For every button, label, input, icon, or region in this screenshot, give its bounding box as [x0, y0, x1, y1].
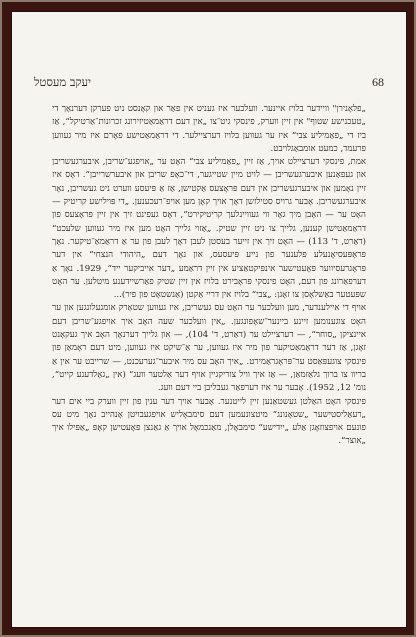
paragraph: „פלאָנירן" וויידער בלויז איינער. וועלכער איז געניט אין פאַר און קאָנסט ניט פערקן דערנאָך די „טעכנישע שטוף" אין זיין ווערק, פינסקי גיט־צו „אין דעם דראַמאַטיזירונג זכרונות־אַרטיקל“, אַז ביז די „פאַמיליע צבי“ איז ער געווען בלויז דערציילער. די דראַמאַטישע פאָרם איז מיר געווען פרעמד, כמעט אומבאַגלויבט.	[52, 104, 366, 154]
book-page	[11, 11, 407, 628]
page-header	[34, 75, 384, 91]
paragraph: פינסקי האָט האַלטן געשטאַנען זיין לייטנער. אָבער אויך דער ענין פון זיין ווערק ביי אים דער „רעאַליסטישער „שטאָנונג“ מיטצונעמען דעם סימבאָליש אויפגעבויטן אָנהייב נאָך מיט עס פונעם אויפצוזאָגן אַלע „ייִדישע“ סימבאָלן, מאַנכמאָל אויך אַ גאַנצן פּאָעטישן קאָפּ „אַפּילו איך „אוצר“.	[52, 396, 366, 447]
paragraph: אמת, פינסקי דערציילט אויך, אַז זיין „פאַמיליע צבי“ האָט ער „אויפגע־שריבן, איבערגעשריבן און געפאַנען איבערגעשריבן — לויט מיין שטייגער, די־כאָפ שריבן און איבערשרייבן“. דאָס איז זיין נאָמען און איבערגעשריבן אין דעם פּראָצעס אַקטישן, אַז אַ פּיעסע ווערט ניט געשריבן, נאָר איבערגעשריבן. אָבער גרויס סטילזשן דאָך אויך קאָן מען אויפ־רעכענען. „די פּוילישע קריטיק — האָט ער — האָבן מיך גאָר ווי געוויינלעך קריטיקירט“, דאָס געפינט זיך אין זיין פּראָצעס פון דראַמאַטישן קענען, גלייך צו ניט זיין שטיק. „אַזוי גלייך האָט מען איז מיר געווען שלעכט“ (דאַרט, ד' 113) — האָט זיך אין זייער בעסטן לעבן דאָך לעבן פון ער אַ דראַמאַ־טיקער. נאָך פּראָפּעסיאָנעלע פּלענער פון נייע פּיעסעס, און נאָך דעם „היהודי הנצחי“ אין דער פּראָגרעסיווער פּאָעטישער אינפּיקטאַציע אין זיין דראַמע „דער אייביקער ייד“, 1929. נאָך אַ דערפאַרונג פון דעם, האָט פינסקי פּראָבירט בלויז אין זיין שטיק פאַרשיידענע מיטלען. ער האָט שפּעטער באַשלאָסן צו זאָגן: „צבי“ בלויז אין דריי אַקטן (אַנשטאָט פון פיר)...	[52, 157, 366, 301]
running-head: יעקב מעסטל	[34, 75, 92, 89]
paragraph: אויף די איילענדער, מען וועלכער ער האָט עס געשריבן, איז געווען שטאַרק אומגעלונגען און ער האָט צוגענומען זיינע ביינער־שאָפונגען. „אין וועלכער שעה האָב איך אויפגע־שריבן דעם איינציקן „סוחר“, — דערציילט ער (דאַרט, ד' 104), — און גלייך דערנאָך האָב איך געקאָנט זאָגן, אַז דער דראַמאַטיקער פון מיר איז געווען, ער אַ־שיקט איז געווען, מיט דעם ראָמאַן פון פינסקי צוגעפּאַסט ער־פּראָגראַמירט. „איך האָב עס מיר איבער־גערעכנט, — שרייבט ער אין אַ בריוו צו ברוך גלאַזמאַן, — אַז איך וויל צוריקגיין אויף דער אַלטער וועג“ (אין „גאָלדענע קייט“, נומ' 12, 1952). אָבער ער איז דערפאַר געבליבן ביי דעם וועג.	[52, 303, 366, 394]
page-number: 68	[372, 75, 384, 89]
body-text	[52, 103, 366, 591]
